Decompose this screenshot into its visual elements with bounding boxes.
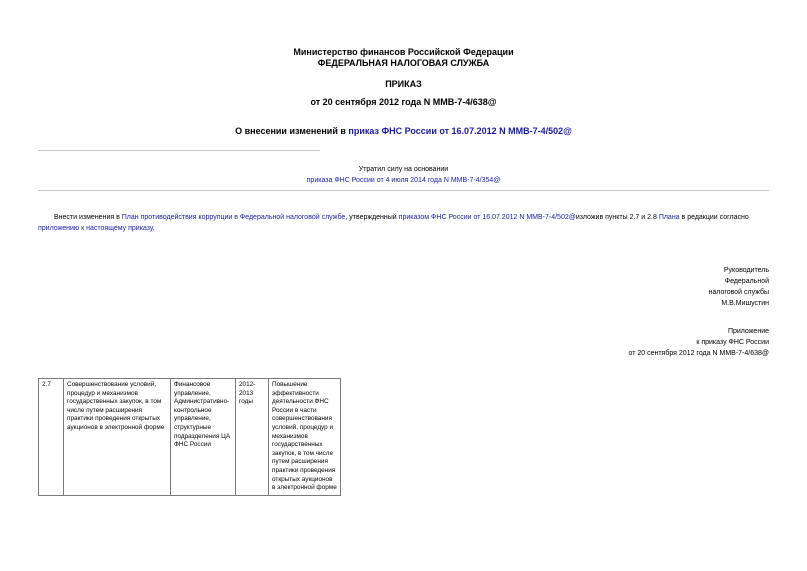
repeal-order-link[interactable]: приказа ФНС России от 4 июля 2014 года N ММВ-7-4/354@ [306,177,501,184]
approving-order-link[interactable]: приказом ФНС России от 16.07.2012 N ММВ-7-4/502@ [398,214,576,221]
anticorruption-plan-link[interactable]: План противодействия коррупции в Федеральной налоговой службе [121,214,346,221]
cell-executors: Финансовое управление, Административно-контрольное управление, структурные подразделения ЦА ФНС России [171,379,236,496]
plan-table [38,378,341,496]
cell-period: 2012-2013 годы [236,379,269,496]
service-name: ФЕДЕРАЛЬНАЯ НАЛОГОВАЯ СЛУЖБА [317,58,490,68]
signature-position-1: Руководитель [723,267,769,274]
status-line: Утратил силу на основании [358,166,449,173]
document-date: от 20 сентября 2012 года N ММВ-7-4/638@ [310,97,497,107]
body-text-3: изложив пункты 2.7 и 2.8 [575,214,659,221]
body-paragraph [38,212,773,234]
cell-number: 2.7 [39,379,64,496]
document-title [0,126,807,137]
cell-measure: Совершенствование условий, процедур и механизмов государственных закупок, в том числе путем расширения практики проведения открытых аукционов в электронной форме [64,379,171,496]
appendix-date: от 20 сентября 2012 года N ММВ-7-4/638@ [628,350,769,357]
divider-long [38,190,769,191]
document-title-prefix: О внесении изменений в [235,126,349,136]
signature-block [560,265,769,309]
divider-short [38,150,320,151]
appendix-order: к приказу ФНС России [696,339,769,346]
signature-position-2: Федеральной [724,278,769,285]
appendix-label: Приложение [727,328,769,335]
ministry-name: Министерство финансов Российской Федерации [293,47,514,57]
body-text-5: . [152,225,155,232]
status-note [0,165,807,174]
signatory-name: М.В.Мишустин [721,300,769,307]
appendix-header [560,326,769,359]
table-row [39,379,341,496]
appendix-link[interactable]: приложению к настоящему приказу [38,225,153,232]
cell-result: Повышение эффективности деятельности ФНС России в части совершенствования условий, процедур и механизмов государственных закупок, в том числе путем расширения практики проведения открытых аукционов в электронной форме [269,379,341,496]
body-text-2: , утвержденный [345,214,399,221]
body-text-1: Внести изменения в [54,214,122,221]
signature-position-3: налоговой службы [708,289,769,296]
amended-order-link[interactable]: приказ ФНС России от 16.07.2012 N ММВ-7-4/502@ [348,126,572,136]
plan-link[interactable]: Плана [658,214,680,221]
status-link-wrap [0,176,807,185]
document-type: ПРИКАЗ [385,79,422,89]
body-text-4: в редакции согласно [679,214,749,221]
